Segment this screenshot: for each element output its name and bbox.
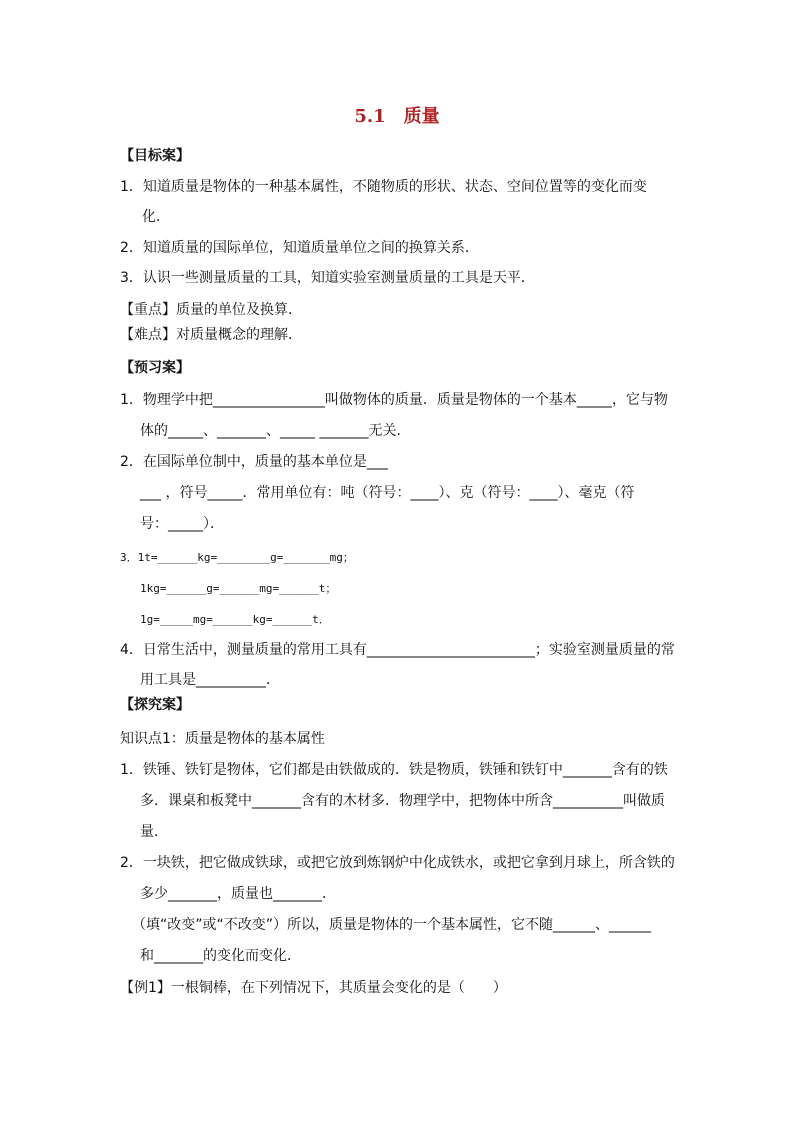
explore-p1-line-2: 多．课桌和板凳中_______含有的木材多．物理学中，把物体中所含__________叫做质 <box>140 793 665 809</box>
goal-item-2: 2．知道质量的国际单位，知道质量单位之间的换算关系． <box>120 240 479 256</box>
explore-p2-line-2: 多少_______，质量也_______． <box>140 886 336 902</box>
preview-q1-line-2: 体的_____、_______、_____ _______无关． <box>140 423 411 439</box>
explore-p1-line-1: 1．铁锤、铁钉是物体，它们都是由铁做成的．铁是物质，铁锤和铁钉中_______含有的铁 <box>120 762 668 778</box>
explore-p2-line-3: （填“改变”或“不改变”）所以，质量是物体的一个基本属性，它不随______、______ <box>132 917 652 933</box>
preview-q3-line-1: 3．1t=______kg=________g=_______mg； <box>120 551 354 564</box>
preview-q3-line-3: 1g=_____mg=______kg=______t． <box>140 613 330 626</box>
preview-q4-line-2: 用工具是__________． <box>140 672 280 688</box>
goal-item-1-line-1: 1．知道质量是物体的一种基本属性，不随物质的形状、状态、空间位置等的变化而变 <box>120 179 647 195</box>
preview-heading: 【预习案】 <box>120 360 190 376</box>
explore-heading: 【探究案】 <box>120 697 190 713</box>
difficult-point: 【难点】对质量概念的理解． <box>120 327 302 343</box>
preview-q2-line-3: 号：_____）． <box>140 516 224 532</box>
preview-q2-line-1: 2．在国际单位制中，质量的基本单位是___ <box>120 454 388 470</box>
page-title: 5.1 质量 <box>354 106 440 127</box>
example-1: 【例1】一根铜棒，在下列情况下，其质量会变化的是（ ） <box>120 980 507 996</box>
explore-p2-line-1: 2．一块铁，把它做成铁球，或把它放到炼钢炉中化成铁水，或把它拿到月球上，所含铁的 <box>120 855 675 871</box>
key-point: 【重点】质量的单位及换算． <box>120 302 302 318</box>
preview-q1-line-1: 1．物理学中把________________叫做物体的质量．质量是物体的一个基本_____，它与物 <box>120 392 668 408</box>
knowledge-point-1: 知识点1：质量是物体的基本属性 <box>120 731 325 747</box>
preview-q3-line-2: 1kg=______g=______mg=______t； <box>140 582 337 595</box>
goals-heading: 【目标案】 <box>120 148 190 164</box>
goal-item-1-line-2: 化． <box>142 209 170 225</box>
preview-q4-line-1: 4．日常生活中，测量质量的常用工具有________________________；实验室测量质量的常 <box>120 642 675 658</box>
explore-p1-line-3: 量． <box>140 824 168 840</box>
explore-p2-line-4: 和_______的变化而变化． <box>140 948 301 964</box>
goal-item-3: 3．认识一些测量质量的工具，知道实验室测量质量的工具是天平． <box>120 270 535 286</box>
preview-q2-line-2: ___ ，符号_____．常用单位有：吨（符号：____）、克（符号：____）、毫克（符 <box>140 485 635 501</box>
